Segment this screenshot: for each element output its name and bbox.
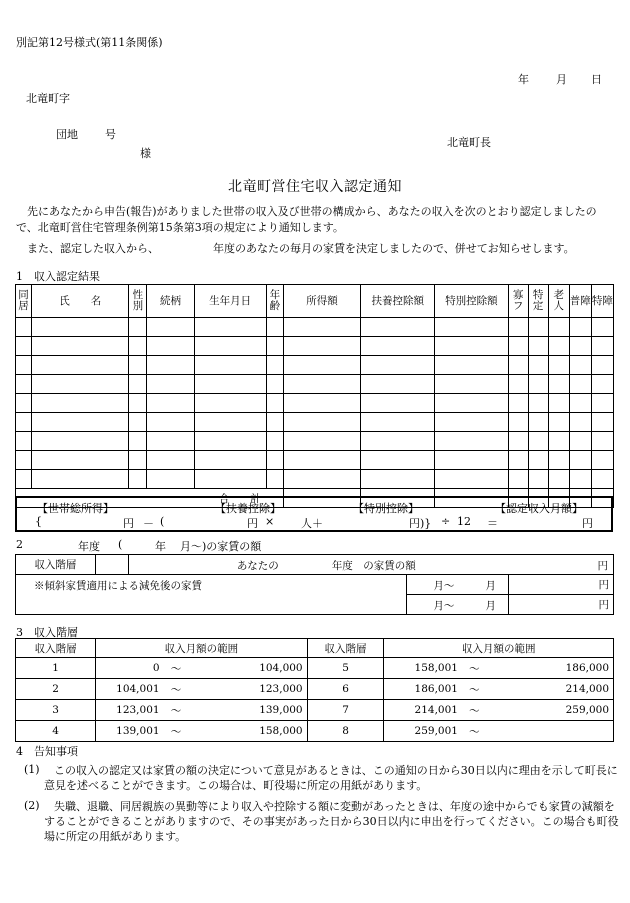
table-row: [16, 451, 614, 470]
range-from: 104,001: [96, 679, 164, 700]
calc-divide: ÷: [441, 515, 451, 528]
col-widow: 寡フ: [508, 285, 528, 318]
range-from: 158,001: [384, 658, 462, 679]
income-result-table: [15, 284, 614, 508]
calc-yen-end: 円: [582, 517, 593, 530]
reduction-yen-1: 円: [509, 575, 614, 595]
col-disabled: 普障: [569, 285, 591, 318]
range-from: 123,001: [96, 700, 164, 721]
danchi-label: 団地: [56, 128, 78, 141]
col-income: 所得額: [283, 285, 360, 318]
table-row: [16, 318, 614, 337]
section4-heading: 4 告知事項: [16, 745, 78, 758]
range-tilde: ～: [462, 721, 487, 742]
intro-paragraph-2b: 年度のあなたの毎月の家賃を決定しましたので、併せてお知らせします。: [213, 242, 575, 255]
range-from: 0: [96, 658, 164, 679]
range-tilde: ～: [462, 679, 487, 700]
reduction-label: ※傾斜家賃適用による減免後の家賃: [16, 575, 407, 615]
sama-label: 様: [140, 147, 151, 160]
calc-twelve: 12: [457, 515, 471, 528]
reduction-yen-2: 円: [509, 595, 614, 615]
level-cell: 1: [16, 658, 96, 679]
section2-number: 2: [16, 538, 23, 551]
table-header-row: [16, 285, 614, 318]
level-cell: 5: [307, 658, 384, 679]
notice-2-text: 失職、退職、同居親族の異動等により収入や控除する額に変動があったときは、年度の途中からでも家賃の減額をすることができることがありますので、その事実があった日から30日以内に申出を行ってください。この場合も町役場に所定の用紙があります。: [44, 800, 619, 843]
range-tilde: ～: [164, 721, 189, 742]
col-name: 氏 名: [32, 285, 129, 318]
col-level-left: 収入階層: [16, 639, 96, 658]
range-from: 259,001: [384, 721, 462, 742]
reduction-month-from-2: 月～: [433, 600, 455, 612]
income-levels-table: [15, 638, 614, 742]
notice-1-text: この収入の認定又は家賃の額の決定について意見があるときは、この通知の日から30日以内に理由を示して町長に意見を述べることができます。この場合は、町役場に所定の用紙があります。: [44, 764, 618, 792]
level-cell: 4: [16, 721, 96, 742]
reduction-month-from-1: 月～: [433, 580, 455, 592]
range-tilde: ～: [164, 700, 189, 721]
col-special-deduction: 特別控除額: [435, 285, 508, 318]
range-to: 186,000: [487, 658, 614, 679]
table-row: [16, 658, 614, 679]
calc-yen-close: 円)}: [409, 517, 432, 530]
address-label: 北竜町字: [26, 92, 70, 105]
range-tilde: ～: [462, 658, 487, 679]
range-tilde: ～: [164, 658, 189, 679]
range-to: 104,000: [188, 658, 307, 679]
total-label: 合 計: [16, 489, 284, 508]
range-to: 139,000: [188, 700, 307, 721]
section3-heading: 3 収入階層: [16, 626, 78, 639]
date-day: 日: [591, 73, 602, 86]
table-row: [16, 721, 614, 742]
range-from: 214,001: [384, 700, 462, 721]
range-from: 139,001: [96, 721, 164, 742]
calc-minus: －: [143, 517, 154, 530]
col-range-right: 収入月額の範囲: [384, 639, 614, 658]
rent-table: [15, 554, 614, 615]
special-deduction-label: 【特別控除】: [353, 502, 419, 515]
range-to: 158,000: [188, 721, 307, 742]
range-to: 259,000: [487, 700, 614, 721]
date-year: 年: [518, 73, 529, 86]
level-cell: 2: [16, 679, 96, 700]
notice-2-number: (2): [24, 799, 40, 812]
section1-heading: 1 収入認定結果: [16, 270, 100, 283]
section2-nendo: 年度: [78, 540, 100, 553]
col-specific: 特定: [528, 285, 548, 318]
col-range-left: 収入月額の範囲: [96, 639, 307, 658]
section2-paren: (: [118, 538, 123, 551]
table-row: [16, 375, 614, 394]
notice-1-number: (1): [24, 763, 40, 776]
section2-heading-rest: 月～)の家賃の額: [180, 540, 262, 553]
range-tilde: ～: [462, 700, 487, 721]
rent-nendo: 年度 の家賃の額: [331, 560, 416, 572]
level-cell: 6: [307, 679, 384, 700]
range-to: 214,000: [487, 679, 614, 700]
income-calculation-box: [15, 496, 613, 532]
col-special-disabled: 特障: [591, 285, 613, 318]
col-relation: 続柄: [147, 285, 194, 318]
calc-yen-1: 円: [123, 517, 134, 530]
certified-income-label: 【認定収入月額】: [495, 502, 583, 515]
calc-person-plus: 人＋: [301, 517, 323, 530]
level-cell: 7: [307, 700, 384, 721]
dependent-deduction-label: 【扶養控除】: [215, 502, 281, 515]
rent-amount-cell: [128, 555, 613, 575]
level-cell: 3: [16, 700, 96, 721]
date-month: 月: [556, 73, 567, 86]
rent-yen: 円: [597, 560, 608, 572]
table-row: [16, 413, 614, 432]
reduction-month-to-1: 月: [485, 580, 496, 592]
table-row: [16, 700, 614, 721]
intro-paragraph-2a: また、認定した収入から、: [27, 242, 159, 255]
level-cell: 8: [307, 721, 384, 742]
range-to: 123,000: [188, 679, 307, 700]
range-to: [487, 721, 614, 742]
col-level-right: 収入階層: [307, 639, 384, 658]
gross-income-label: 【世帯総所得】: [37, 502, 114, 515]
calc-equals: ＝: [487, 517, 498, 530]
calc-open-paren: (: [160, 515, 165, 528]
col-doukyo: 同居: [16, 285, 32, 318]
col-birthdate: 生年月日: [194, 285, 266, 318]
table-row: [16, 679, 614, 700]
col-age: 年齢: [266, 285, 283, 318]
range-from: 186,001: [384, 679, 462, 700]
reduction-month-to-2: 月: [485, 600, 496, 612]
col-elderly: 老人: [548, 285, 569, 318]
go-label: 号: [105, 128, 116, 141]
table-row: [16, 470, 614, 489]
calc-yen-2: 円: [247, 517, 258, 530]
intro-paragraph-1: 先にあなたから申告(報告)がありました世帯の収入及び世帯の構成から、あなたの収入を次のとおり認定しましたので、北竜町営住宅管理条例第15条第3項の規定により通知します。: [16, 205, 597, 234]
calc-times: ×: [265, 515, 275, 528]
table-row: [16, 356, 614, 375]
table-row: [16, 394, 614, 413]
calc-open-brace: {: [35, 515, 42, 528]
table-row: [16, 432, 614, 451]
section2-nen: 年: [155, 540, 166, 553]
col-sex: 性別: [129, 285, 147, 318]
page-title: 北竜町営住宅収入認定通知: [228, 179, 402, 195]
form-id: 別記第12号様式(第11条関係): [16, 36, 163, 49]
rent-level-label: 収入階層: [16, 555, 96, 575]
rent-anatano: あなたの: [236, 560, 279, 572]
issuer: 北竜町長: [447, 136, 491, 149]
range-tilde: ～: [164, 679, 189, 700]
table-row: [16, 337, 614, 356]
col-dependent-deduction: 扶養控除額: [361, 285, 435, 318]
